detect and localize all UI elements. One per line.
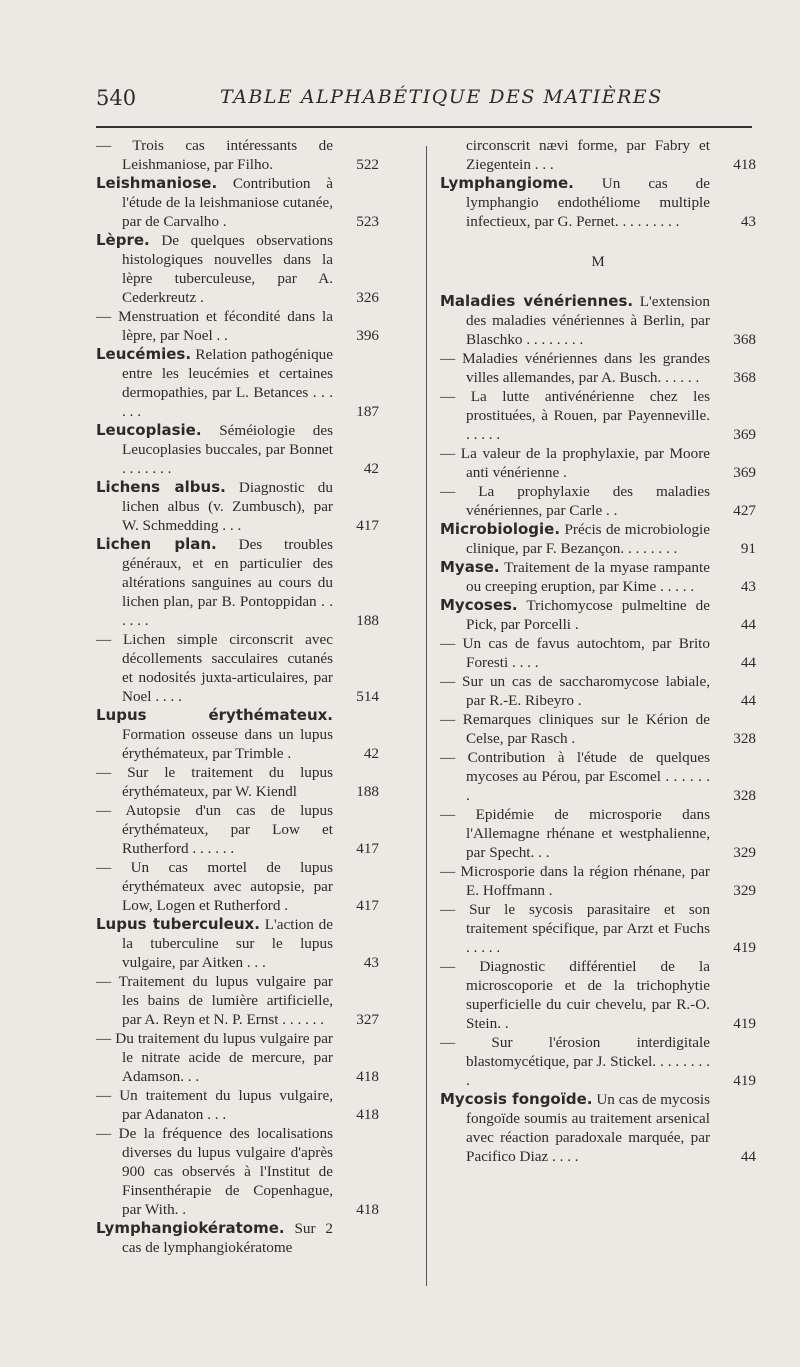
entry-page: 427 bbox=[733, 502, 756, 519]
index-entry bbox=[440, 1033, 756, 1090]
entry-page: 187 bbox=[356, 403, 379, 420]
left-column bbox=[96, 136, 379, 1257]
entry-body: Des troubles généraux, et en particulier des altérations sanguines au cours du lichen plan, par B. Pontoppidan . . . . . . bbox=[122, 536, 333, 629]
entry-body: Formation osseuse dans un lupus érythémateux, par Trimble . bbox=[122, 726, 333, 762]
entry-body: — Un cas de favus autochtom, par Brito Foresti . . . . bbox=[440, 635, 710, 671]
entry-text bbox=[96, 1124, 333, 1219]
entry-text bbox=[440, 710, 710, 748]
entry-body: — Autopsie d'un cas de lupus érythémateux, par Low et Rutherford . . . . . . bbox=[96, 802, 333, 857]
entry-text bbox=[440, 520, 710, 558]
index-entry bbox=[440, 349, 756, 387]
entry-text bbox=[96, 858, 333, 915]
entry-text bbox=[96, 1219, 333, 1257]
entry-page: 328 bbox=[733, 787, 756, 804]
entry-page: 42 bbox=[363, 460, 379, 477]
entry-text bbox=[440, 387, 710, 444]
index-entry bbox=[96, 1029, 379, 1086]
index-entry bbox=[440, 862, 756, 900]
header-rule bbox=[96, 126, 752, 128]
entry-page: 419 bbox=[733, 1072, 756, 1089]
entry-term: Lymphangiokératome. bbox=[96, 1219, 285, 1237]
entry-text bbox=[96, 630, 333, 706]
index-entry bbox=[440, 387, 756, 444]
entry-term: Lèpre. bbox=[96, 231, 150, 249]
entry-body: Trichomycose pulmeltine de Pick, par Porcelli . bbox=[466, 597, 710, 633]
entry-body: — Microsporie dans la région rhénane, par E. Hoffmann . bbox=[440, 863, 710, 899]
entry-page: 417 bbox=[356, 840, 379, 857]
index-entry bbox=[96, 915, 379, 972]
column-divider bbox=[426, 146, 427, 1286]
index-entry bbox=[96, 1219, 379, 1257]
index-entry bbox=[440, 1090, 756, 1166]
entry-body: — Diagnostic différentiel de la microscoporie et de la trichophytie superficielle du cuir chevelu, par R.-O. Stein. . bbox=[440, 958, 710, 1032]
entry-page: 523 bbox=[356, 213, 379, 230]
entry-page: 327 bbox=[356, 1011, 379, 1028]
entry-page: 43 bbox=[740, 213, 756, 230]
entry-body: Sur 2 cas de lymphangiokératome bbox=[122, 1220, 333, 1256]
entry-term: Lichen plan. bbox=[96, 535, 217, 553]
entry-text bbox=[96, 1029, 333, 1086]
entry-page: 368 bbox=[733, 331, 756, 348]
index-entry bbox=[96, 630, 379, 706]
entry-body: — Un cas mortel de lupus érythémateux avec autopsie, par Low, Logen et Rutherford . bbox=[96, 859, 333, 914]
entry-body: Précis de microbiologie clinique, par F. Bezançon. . . . . . . . bbox=[466, 521, 710, 557]
index-entry bbox=[440, 136, 756, 174]
entry-text bbox=[440, 748, 710, 805]
entry-page: 326 bbox=[356, 289, 379, 306]
entry-body: L'action de la tuberculine sur le lupus vulgaire, par Aitken . . . bbox=[122, 916, 333, 971]
entry-text bbox=[440, 444, 710, 482]
entry-body: — Maladies vénériennes dans les grandes villes allemandes, par A. Busch. . . . . . bbox=[440, 350, 710, 386]
entry-page: 369 bbox=[733, 426, 756, 443]
entry-page: 328 bbox=[733, 730, 756, 747]
entry-text bbox=[96, 231, 333, 307]
entry-body: circonscrit nævi forme, par Fabry et Ziegentein . . . bbox=[466, 137, 710, 173]
entry-page: 44 bbox=[740, 654, 756, 671]
entry-page: 418 bbox=[356, 1068, 379, 1085]
entry-page: 188 bbox=[356, 783, 379, 800]
entry-text bbox=[440, 672, 710, 710]
entry-body: Relation pathogénique entre les leucémies et certaines dermopathies, par L. Betances . . . . . . bbox=[122, 346, 333, 420]
index-entry bbox=[440, 596, 756, 634]
entry-text bbox=[440, 805, 710, 862]
index-entry bbox=[440, 558, 756, 596]
entry-body: Un cas de mycosis fongoïde soumis au traitement arsenical avec réaction paradoxale marquée, par Pacifico Diaz . . . . bbox=[466, 1091, 710, 1165]
entry-text bbox=[440, 482, 710, 520]
entry-term: Mycoses. bbox=[440, 596, 518, 614]
entry-text bbox=[96, 478, 333, 535]
entry-page: 417 bbox=[356, 517, 379, 534]
entry-page: 43 bbox=[740, 578, 756, 595]
entry-body: Traitement de la myase rampante ou creeping eruption, par Kime . . . . . bbox=[466, 559, 710, 595]
entry-text bbox=[96, 421, 333, 478]
entry-body: — La valeur de la prophylaxie, par Moore anti vénérienne . bbox=[440, 445, 710, 481]
entry-page: 418 bbox=[356, 1201, 379, 1218]
index-entry bbox=[96, 801, 379, 858]
entry-body: L'extension des maladies vénériennes à Berlin, par Blaschko . . . . . . . . bbox=[466, 293, 710, 348]
index-entry bbox=[96, 972, 379, 1029]
index-entry bbox=[96, 231, 379, 307]
entry-text bbox=[96, 763, 333, 801]
index-entry bbox=[96, 1086, 379, 1124]
entry-text bbox=[96, 174, 333, 231]
entry-body: — Epidémie de microsporie dans l'Allemagne rhénane et westphalienne, par Specht. . . bbox=[440, 806, 710, 861]
entry-text bbox=[440, 349, 710, 387]
entry-page: 417 bbox=[356, 897, 379, 914]
entry-page: 396 bbox=[356, 327, 379, 344]
entry-body: — Sur le sycosis parasitaire et son traitement spécifique, par Arzt et Fuchs . . . . . bbox=[440, 901, 710, 956]
index-entry bbox=[96, 345, 379, 421]
entry-body: — La prophylaxie des maladies vénériennes, par Carle . . bbox=[440, 483, 710, 519]
entry-text bbox=[96, 1086, 333, 1124]
entry-text bbox=[96, 915, 333, 972]
index-entry bbox=[96, 706, 379, 763]
entry-text bbox=[96, 307, 333, 345]
entry-term: Maladies vénériennes. bbox=[440, 292, 634, 310]
entry-text bbox=[96, 345, 333, 421]
index-entry bbox=[440, 292, 756, 349]
index-entry bbox=[440, 805, 756, 862]
index-entry bbox=[440, 634, 756, 672]
entry-body: — Remarques cliniques sur le Kérion de Celse, par Rasch . bbox=[440, 711, 710, 747]
index-entry bbox=[440, 900, 756, 957]
entry-body: — Sur un cas de saccharomycose labiale, par R.-E. Ribeyro . bbox=[440, 673, 710, 709]
entry-page: 42 bbox=[363, 745, 379, 762]
entry-page: 329 bbox=[733, 882, 756, 899]
entry-term: Lupus érythémateux. bbox=[96, 706, 333, 724]
entry-body: — Sur le traitement du lupus érythémateux, par W. Kiendl bbox=[96, 764, 333, 800]
running-title: TABLE ALPHABÉTIQUE DES MATIÈRES bbox=[220, 86, 663, 108]
entry-page: 91 bbox=[740, 540, 756, 557]
index-entry bbox=[440, 174, 756, 231]
index-entry bbox=[440, 710, 756, 748]
entry-text bbox=[440, 136, 710, 174]
entry-term: Lupus tuberculeux. bbox=[96, 915, 260, 933]
index-entry bbox=[440, 520, 756, 558]
entry-text bbox=[440, 558, 710, 596]
entry-text bbox=[96, 136, 333, 174]
entry-body: — Sur l'érosion interdigitale blastomycétique, par J. Stickel. . . . . . . . . bbox=[440, 1034, 710, 1089]
index-entry bbox=[96, 421, 379, 478]
entry-text bbox=[440, 174, 710, 231]
entry-term: Lymphangiome. bbox=[440, 174, 574, 192]
entry-page: 419 bbox=[733, 1015, 756, 1032]
index-entry bbox=[96, 1124, 379, 1219]
entry-page: 418 bbox=[733, 156, 756, 173]
index-entry bbox=[96, 858, 379, 915]
page-header bbox=[96, 86, 752, 118]
entry-term: Myase. bbox=[440, 558, 500, 576]
entry-term: Leishmaniose. bbox=[96, 174, 218, 192]
index-entry bbox=[96, 174, 379, 231]
entry-page: 44 bbox=[740, 616, 756, 633]
entry-term: Lichens albus. bbox=[96, 478, 226, 496]
entry-body: Contribution à l'étude de la leishmaniose cutanée, par de Carvalho . bbox=[122, 175, 333, 230]
index-entry bbox=[440, 482, 756, 520]
page-number: 540 bbox=[96, 86, 137, 110]
entry-text bbox=[440, 1033, 710, 1090]
entry-page: 44 bbox=[740, 692, 756, 709]
entry-term: Leucémies. bbox=[96, 345, 192, 363]
entry-body: — Un traitement du lupus vulgaire, par Adanaton . . . bbox=[96, 1087, 333, 1123]
entry-term: Mycosis fongoïde. bbox=[440, 1090, 593, 1108]
entry-body: — Du traitement du lupus vulgaire par le nitrate acide de mercure, par Adamson. . . bbox=[96, 1030, 333, 1085]
entry-body: — Menstruation et fécondité dans la lèpre, par Noel . . bbox=[96, 308, 333, 344]
index-entry bbox=[440, 957, 756, 1033]
entry-body: Diagnostic du lichen albus (v. Zumbusch), par W. Schmedding . . . bbox=[122, 479, 333, 534]
entry-text bbox=[440, 957, 710, 1033]
entry-body: De quelques observations histologiques nouvelles dans la lèpre tuberculeuse, par A. Cederkreutz . bbox=[122, 232, 333, 306]
entry-text bbox=[96, 535, 333, 630]
entry-text bbox=[440, 1090, 710, 1166]
entry-text bbox=[440, 596, 710, 634]
entry-page: 369 bbox=[733, 464, 756, 481]
entry-page: 419 bbox=[733, 939, 756, 956]
entry-page: 522 bbox=[356, 156, 379, 173]
right-column bbox=[440, 136, 756, 1166]
entry-term: Leucoplasie. bbox=[96, 421, 202, 439]
entry-page: 43 bbox=[363, 954, 379, 971]
entry-text bbox=[96, 972, 333, 1029]
entry-term: Microbiologie. bbox=[440, 520, 561, 538]
entry-text bbox=[440, 634, 710, 672]
entry-page: 188 bbox=[356, 612, 379, 629]
entry-page: 514 bbox=[356, 688, 379, 705]
index-entry bbox=[96, 136, 379, 174]
entry-page: 418 bbox=[356, 1106, 379, 1123]
entry-page: 329 bbox=[733, 844, 756, 861]
entry-text bbox=[96, 706, 333, 763]
entry-text bbox=[96, 801, 333, 858]
entry-page: 44 bbox=[740, 1148, 756, 1165]
section-letter: M bbox=[591, 254, 605, 270]
entry-body: — Traitement du lupus vulgaire par les bains de lumière artificielle, par A. Reyn et N. P. Ernst . . . . . . bbox=[96, 973, 333, 1028]
entry-text bbox=[440, 292, 710, 349]
index-entry bbox=[440, 748, 756, 805]
entry-body: Séméiologie des Leucoplasies buccales, par Bonnet . . . . . . . bbox=[122, 422, 333, 477]
entry-body: — La lutte antivénérienne chez les prostituées, à Rouen, par Payenneville. . . . . . bbox=[440, 388, 710, 443]
entry-body: Un cas de lymphangio endothéliome multiple infectieux, par G. Pernet. . . . . . . . . bbox=[466, 175, 710, 230]
entry-page: 368 bbox=[733, 369, 756, 386]
index-entry bbox=[96, 478, 379, 535]
entry-body: — Trois cas intéressants de Leishmaniose, par Filho. bbox=[96, 137, 333, 173]
entry-text bbox=[440, 862, 710, 900]
index-entry bbox=[440, 444, 756, 482]
index-entry bbox=[96, 307, 379, 345]
index-entry bbox=[96, 763, 379, 801]
entry-body: — Lichen simple circonscrit avec décollements sacculaires cutanés et nodosités juxta-articulaires, par Noel . . . . bbox=[96, 631, 333, 705]
entry-text bbox=[440, 900, 710, 957]
index-entry bbox=[96, 535, 379, 630]
index-entry bbox=[440, 672, 756, 710]
entry-body: — Contribution à l'étude de quelques mycoses au Pérou, par Escomel . . . . . . . bbox=[440, 749, 710, 804]
entry-body: — De la fréquence des localisations diverses du lupus vulgaire d'après 900 cas observés à l'Institut de Finsenthérapie de Copenhague, par With. . bbox=[96, 1125, 333, 1218]
